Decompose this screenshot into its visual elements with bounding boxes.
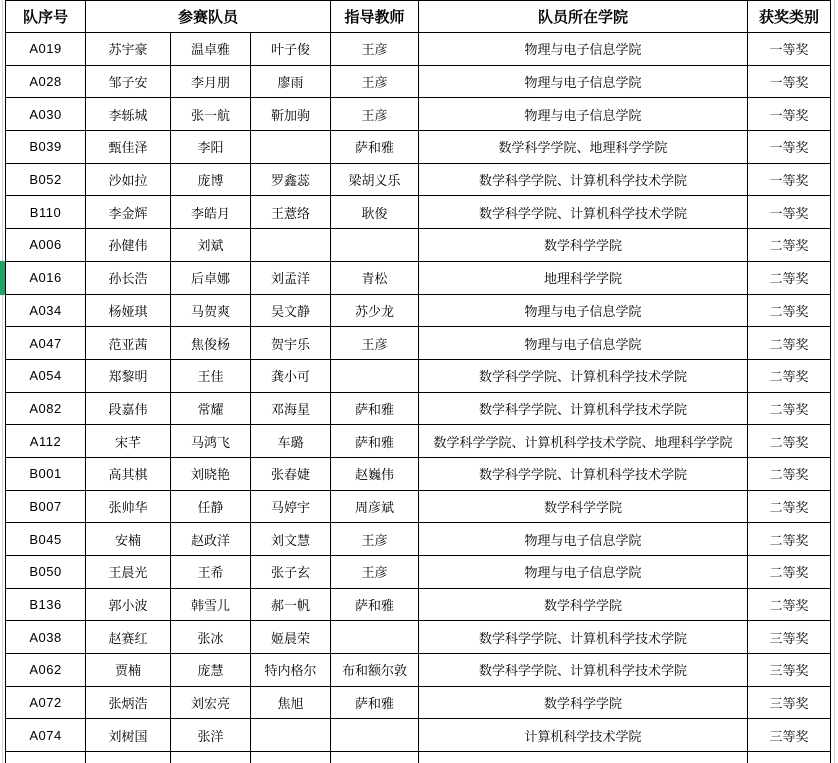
cell-member-1[interactable]: 孙健伟 xyxy=(86,229,171,262)
cell-advisor[interactable]: 王彦 xyxy=(331,327,419,360)
cell-member-3[interactable]: 郝一帆 xyxy=(251,588,331,621)
cell-member-2[interactable]: 韩雪儿 xyxy=(171,588,251,621)
cell-member-2[interactable]: 张洋 xyxy=(171,719,251,752)
cell-award[interactable]: 三等奖 xyxy=(748,719,831,752)
cell-advisor[interactable]: 王彦 xyxy=(331,98,419,131)
cell-member-2[interactable]: 庞博 xyxy=(171,163,251,196)
partial-clipped-row xyxy=(6,752,831,763)
cell-member-2[interactable]: 后卓娜 xyxy=(171,261,251,294)
table-row xyxy=(6,131,831,164)
cell-member-1[interactable]: 刘树国 xyxy=(86,719,171,752)
cell-award[interactable]: 二等奖 xyxy=(748,588,831,621)
cell-member-3[interactable]: 车璐 xyxy=(251,425,331,458)
cell-college[interactable]: 物理与电子信息学院 xyxy=(419,294,748,327)
table-row xyxy=(6,196,831,229)
cell-member-3[interactable]: 姬晨荣 xyxy=(251,621,331,654)
table-row xyxy=(6,163,831,196)
cell-member-2[interactable]: 焦俊杨 xyxy=(171,327,251,360)
cell-award[interactable] xyxy=(748,752,831,763)
table-row xyxy=(6,261,831,294)
cell-award[interactable]: 一等奖 xyxy=(748,98,831,131)
cell-member-2[interactable]: 刘斌 xyxy=(171,229,251,262)
cell-member-2[interactable]: 张冰 xyxy=(171,621,251,654)
table-body xyxy=(6,33,831,752)
cell-college[interactable]: 数学科学学院、计算机科学技术学院 xyxy=(419,621,748,654)
cell-advisor[interactable]: 青松 xyxy=(331,261,419,294)
header-members[interactable]: 参赛队员 xyxy=(86,1,331,33)
cell-college[interactable]: 数学科学学院、地理科学学院 xyxy=(419,131,748,164)
cell-college[interactable]: 数学科学学院、计算机科学技术学院 xyxy=(419,163,748,196)
cell-member-2[interactable]: 马贺爽 xyxy=(171,294,251,327)
table-row xyxy=(6,229,831,262)
cell-college[interactable]: 物理与电子信息学院 xyxy=(419,65,748,98)
table-row xyxy=(6,65,831,98)
cell-member-2[interactable]: 王佳 xyxy=(171,359,251,392)
cell-award[interactable]: 一等奖 xyxy=(748,33,831,66)
cell-member-3[interactable]: 张春婕 xyxy=(251,457,331,490)
cell-member-2[interactable]: 李皓月 xyxy=(171,196,251,229)
cell-member-1[interactable]: 甄佳泽 xyxy=(86,131,171,164)
cell-member-3[interactable]: 靳加驹 xyxy=(251,98,331,131)
table-row xyxy=(6,490,831,523)
header-advisor[interactable]: 指导教师 xyxy=(331,1,419,33)
table-row xyxy=(6,556,831,589)
table-row xyxy=(6,359,831,392)
cell-award[interactable]: 一等奖 xyxy=(748,196,831,229)
cell-college[interactable]: 计算机科学技术学院 xyxy=(419,719,748,752)
cell-team-no[interactable]: B136 xyxy=(6,588,86,621)
cell-member-1[interactable]: 宋芊 xyxy=(86,425,171,458)
cell-award[interactable]: 三等奖 xyxy=(748,654,831,687)
cell-team-no[interactable]: B039 xyxy=(6,131,86,164)
cell-college[interactable]: 数学科学学院、计算机科学技术学院 xyxy=(419,654,748,687)
header-college[interactable]: 队员所在学院 xyxy=(419,1,748,33)
cell-advisor[interactable]: 王彦 xyxy=(331,556,419,589)
cell-team-no[interactable]: A034 xyxy=(6,294,86,327)
cell-award[interactable]: 二等奖 xyxy=(748,359,831,392)
cell-team-no[interactable]: A016 xyxy=(6,261,86,294)
cell-member-1[interactable]: 郭小波 xyxy=(86,588,171,621)
cell-college[interactable]: 数学科学学院 xyxy=(419,588,748,621)
header-award[interactable]: 获奖类别 xyxy=(748,1,831,33)
cell-team-no[interactable]: B045 xyxy=(6,523,86,556)
cell-team-no[interactable]: B007 xyxy=(6,490,86,523)
cell-award[interactable]: 一等奖 xyxy=(748,163,831,196)
cell-member-3[interactable] xyxy=(251,229,331,262)
cell-team-no[interactable]: A082 xyxy=(6,392,86,425)
cell-advisor[interactable]: 苏少龙 xyxy=(331,294,419,327)
cell-award[interactable]: 二等奖 xyxy=(748,425,831,458)
cell-team-no[interactable]: A054 xyxy=(6,359,86,392)
cell-advisor[interactable]: 萨和雅 xyxy=(331,588,419,621)
cell-member-3[interactable]: 张子玄 xyxy=(251,556,331,589)
cell-team-no[interactable]: A038 xyxy=(6,621,86,654)
table-row xyxy=(6,719,831,752)
cell-member-2[interactable]: 王希 xyxy=(171,556,251,589)
cell-member-1[interactable]: 张帅华 xyxy=(86,490,171,523)
cell-advisor[interactable]: 梁胡义乐 xyxy=(331,163,419,196)
cell-member-1[interactable]: 杨娅琪 xyxy=(86,294,171,327)
table-row xyxy=(6,425,831,458)
cell-member-1[interactable]: 安楠 xyxy=(86,523,171,556)
cell-award[interactable]: 二等奖 xyxy=(748,490,831,523)
table-row xyxy=(6,294,831,327)
cell-member-3[interactable]: 叶子俊 xyxy=(251,33,331,66)
cell-member-3[interactable]: 邓海星 xyxy=(251,392,331,425)
cell-college[interactable]: 数学科学学院、计算机科学技术学院 xyxy=(419,196,748,229)
table-row xyxy=(6,33,831,66)
cell-team-no[interactable]: A112 xyxy=(6,425,86,458)
cell-member-2[interactable]: 刘宏亮 xyxy=(171,686,251,719)
cell-team-no[interactable]: B050 xyxy=(6,556,86,589)
cell-member-1[interactable]: 赵赛红 xyxy=(86,621,171,654)
cell-award[interactable]: 二等奖 xyxy=(748,457,831,490)
cell-member-1[interactable]: 苏宇豪 xyxy=(86,33,171,66)
cell-college[interactable]: 数学科学学院 xyxy=(419,490,748,523)
cell-college[interactable]: 数学科学学院 xyxy=(419,686,748,719)
cell-award[interactable]: 二等奖 xyxy=(748,392,831,425)
table-row xyxy=(6,457,831,490)
cell-member-3[interactable]: 廖雨 xyxy=(251,65,331,98)
cell-team-no[interactable] xyxy=(6,752,86,763)
cell-award[interactable]: 二等奖 xyxy=(748,327,831,360)
cell-member-2[interactable]: 任静 xyxy=(171,490,251,523)
sheet-gridline-right xyxy=(834,0,835,763)
header-row xyxy=(6,1,831,33)
cell-member-1[interactable] xyxy=(86,752,171,763)
cell-advisor[interactable]: 周彦斌 xyxy=(331,490,419,523)
cell-team-no[interactable]: B052 xyxy=(6,163,86,196)
cell-member-1[interactable]: 张炳浩 xyxy=(86,686,171,719)
cell-member-3[interactable]: 王薏络 xyxy=(251,196,331,229)
cell-member-3[interactable]: 贺宇乐 xyxy=(251,327,331,360)
cell-college[interactable]: 数学科学学院、计算机科学技术学院 xyxy=(419,457,748,490)
cell-member-2[interactable]: 李阳 xyxy=(171,131,251,164)
cell-member-1[interactable]: 李金辉 xyxy=(86,196,171,229)
cell-team-no[interactable]: A072 xyxy=(6,686,86,719)
cell-college[interactable]: 物理与电子信息学院 xyxy=(419,523,748,556)
cell-member-1[interactable]: 孙长浩 xyxy=(86,261,171,294)
cell-college[interactable]: 物理与电子信息学院 xyxy=(419,556,748,589)
cell-advisor[interactable]: 王彦 xyxy=(331,523,419,556)
cell-award[interactable]: 一等奖 xyxy=(748,65,831,98)
selected-row-indicator xyxy=(0,261,5,295)
cell-member-1[interactable]: 段嘉伟 xyxy=(86,392,171,425)
cell-team-no[interactable]: A047 xyxy=(6,327,86,360)
awards-table xyxy=(5,0,831,763)
cell-team-no[interactable]: A028 xyxy=(6,65,86,98)
table-row xyxy=(6,327,831,360)
cell-team-no[interactable]: A006 xyxy=(6,229,86,262)
cell-member-1[interactable]: 沙如拉 xyxy=(86,163,171,196)
table-row xyxy=(6,621,831,654)
cell-member-1[interactable]: 李轹城 xyxy=(86,98,171,131)
cell-member-2[interactable]: 张一航 xyxy=(171,98,251,131)
cell-advisor[interactable]: 赵巍伟 xyxy=(331,457,419,490)
header-team-no[interactable]: 队序号 xyxy=(6,1,86,33)
table-row xyxy=(6,686,831,719)
cell-member-2[interactable]: 常耀 xyxy=(171,392,251,425)
cell-award[interactable]: 二等奖 xyxy=(748,261,831,294)
cell-team-no[interactable]: A074 xyxy=(6,719,86,752)
cell-award[interactable]: 二等奖 xyxy=(748,556,831,589)
cell-college[interactable]: 物理与电子信息学院 xyxy=(419,33,748,66)
cell-advisor[interactable] xyxy=(331,229,419,262)
cell-member-1[interactable]: 邹子安 xyxy=(86,65,171,98)
cell-award[interactable]: 三等奖 xyxy=(748,686,831,719)
partial-row-body xyxy=(6,752,831,763)
cell-member-3[interactable]: 特内格尔 xyxy=(251,654,331,687)
cell-member-3[interactable]: 刘文慧 xyxy=(251,523,331,556)
cell-college[interactable]: 数学科学学院、计算机科学技术学院 xyxy=(419,392,748,425)
cell-member-2[interactable] xyxy=(171,752,251,763)
cell-award[interactable]: 三等奖 xyxy=(748,621,831,654)
cell-award[interactable]: 二等奖 xyxy=(748,294,831,327)
cell-college[interactable]: 数学科学学院、计算机科学技术学院 xyxy=(419,359,748,392)
table-row xyxy=(6,654,831,687)
cell-member-1[interactable]: 范亚茜 xyxy=(86,327,171,360)
cell-award[interactable]: 二等奖 xyxy=(748,229,831,262)
cell-advisor[interactable] xyxy=(331,752,419,763)
cell-member-3[interactable]: 刘孟洋 xyxy=(251,261,331,294)
cell-advisor[interactable]: 萨和雅 xyxy=(331,131,419,164)
cell-college[interactable]: 地理科学学院 xyxy=(419,261,748,294)
cell-college[interactable] xyxy=(419,752,748,763)
cell-member-3[interactable]: 罗鑫蕊 xyxy=(251,163,331,196)
table-row xyxy=(6,392,831,425)
cell-advisor[interactable] xyxy=(331,719,419,752)
sheet-gridline-left xyxy=(2,0,3,763)
cell-advisor[interactable] xyxy=(331,359,419,392)
cell-member-1[interactable]: 王晨光 xyxy=(86,556,171,589)
cell-team-no[interactable]: B110 xyxy=(6,196,86,229)
cell-advisor[interactable]: 王彦 xyxy=(331,33,419,66)
cell-award[interactable]: 一等奖 xyxy=(748,131,831,164)
cell-college[interactable]: 数学科学学院 xyxy=(419,229,748,262)
cell-advisor[interactable]: 布和额尔敦 xyxy=(331,654,419,687)
cell-advisor[interactable] xyxy=(331,621,419,654)
cell-member-2[interactable]: 赵政洋 xyxy=(171,523,251,556)
cell-advisor[interactable]: 萨和雅 xyxy=(331,392,419,425)
cell-member-3[interactable]: 龚小可 xyxy=(251,359,331,392)
cell-member-3[interactable] xyxy=(251,131,331,164)
cell-member-1[interactable]: 郑黎明 xyxy=(86,359,171,392)
cell-member-3[interactable]: 焦旭 xyxy=(251,686,331,719)
table-row xyxy=(6,523,831,556)
table-row xyxy=(6,98,831,131)
cell-college[interactable]: 数学科学学院、计算机科学技术学院、地理科学学院 xyxy=(419,425,748,458)
cell-team-no[interactable]: A062 xyxy=(6,654,86,687)
cell-advisor[interactable]: 王彦 xyxy=(331,65,419,98)
cell-member-2[interactable]: 马鸿飞 xyxy=(171,425,251,458)
cell-member-1[interactable]: 贾楠 xyxy=(86,654,171,687)
cell-member-3[interactable]: 吴文静 xyxy=(251,294,331,327)
cell-member-2[interactable]: 温卓雅 xyxy=(171,33,251,66)
cell-team-no[interactable]: A030 xyxy=(6,98,86,131)
cell-member-2[interactable]: 刘晓艳 xyxy=(171,457,251,490)
cell-college[interactable]: 物理与电子信息学院 xyxy=(419,98,748,131)
cell-advisor[interactable]: 耿俊 xyxy=(331,196,419,229)
cell-member-2[interactable]: 庞慧 xyxy=(171,654,251,687)
cell-advisor[interactable]: 萨和雅 xyxy=(331,686,419,719)
cell-member-3[interactable] xyxy=(251,752,331,763)
cell-team-no[interactable]: A019 xyxy=(6,33,86,66)
cell-award[interactable]: 二等奖 xyxy=(748,523,831,556)
cell-member-1[interactable]: 高其棋 xyxy=(86,457,171,490)
table-row xyxy=(6,588,831,621)
cell-member-2[interactable]: 李月朋 xyxy=(171,65,251,98)
cell-team-no[interactable]: B001 xyxy=(6,457,86,490)
cell-college[interactable]: 物理与电子信息学院 xyxy=(419,327,748,360)
cell-member-3[interactable] xyxy=(251,719,331,752)
cell-member-3[interactable]: 马婷宇 xyxy=(251,490,331,523)
cell-advisor[interactable]: 萨和雅 xyxy=(331,425,419,458)
